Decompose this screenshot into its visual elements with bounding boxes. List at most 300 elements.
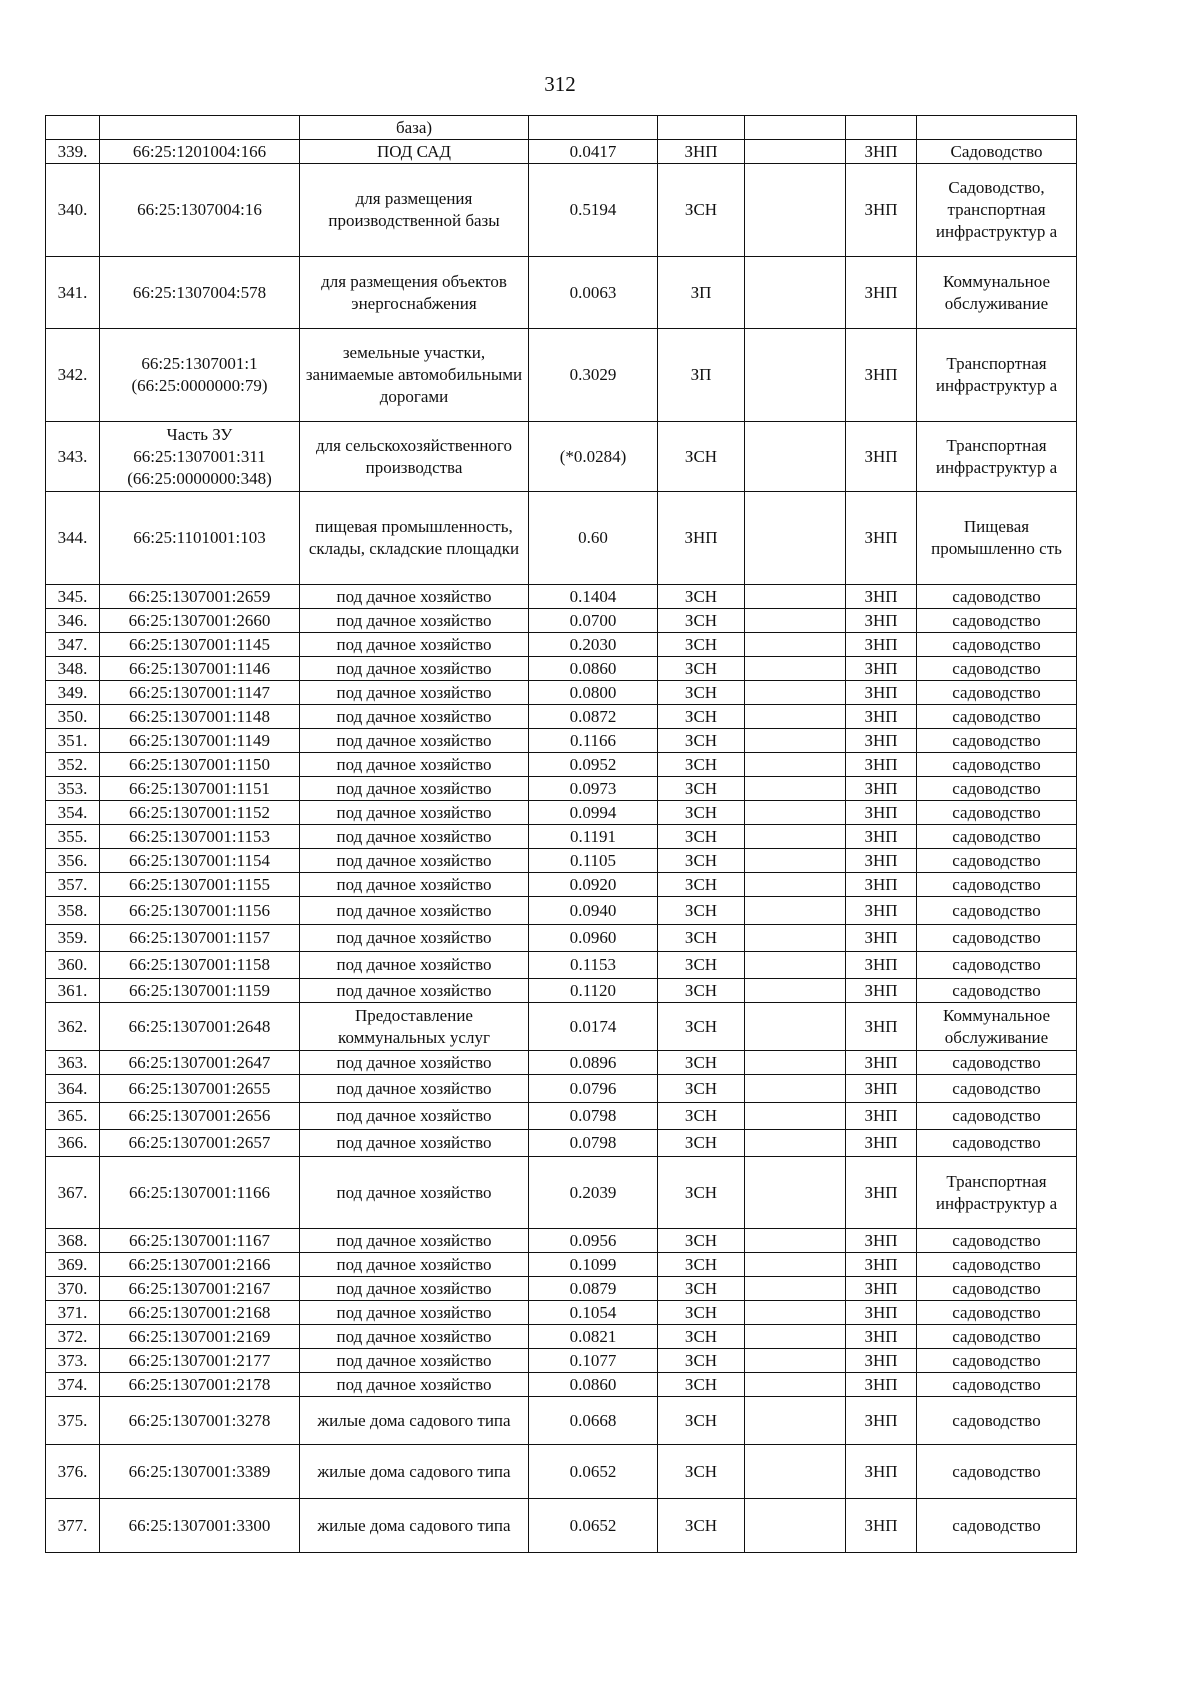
area-value-cell: 0.0920 bbox=[529, 873, 658, 897]
row-number-cell: 346. bbox=[46, 609, 100, 633]
table-row bbox=[46, 492, 1077, 585]
permitted-use-cell: под дачное хозяйство bbox=[300, 873, 529, 897]
planned-category-cell: ЗНП bbox=[846, 609, 917, 633]
planned-use-cell: садоводство bbox=[917, 657, 1077, 681]
planned-use-cell: садоводство bbox=[917, 1349, 1077, 1373]
table-row bbox=[46, 1301, 1077, 1325]
cadastral-number-cell: 66:25:1307001:1 (66:25:0000000:79) bbox=[100, 329, 300, 422]
permitted-use-cell: земельные участки, занимаемые автомобильными дорогами bbox=[300, 329, 529, 422]
current-category-cell bbox=[658, 116, 745, 140]
planned-use-cell: садоводство bbox=[917, 1397, 1077, 1445]
planned-use-cell: Садоводство bbox=[917, 140, 1077, 164]
cadastral-number-cell: 66:25:1307001:1145 bbox=[100, 633, 300, 657]
area-value-cell: 0.60 bbox=[529, 492, 658, 585]
cadastral-number-cell: 66:25:1307001:2178 bbox=[100, 1373, 300, 1397]
empty-column-cell bbox=[745, 1325, 846, 1349]
empty-column-cell bbox=[745, 1103, 846, 1130]
cadastral-number-cell: 66:25:1101001:103 bbox=[100, 492, 300, 585]
table-row bbox=[46, 329, 1077, 422]
area-value-cell: 0.3029 bbox=[529, 329, 658, 422]
empty-column-cell bbox=[745, 257, 846, 329]
area-value-cell: 0.0872 bbox=[529, 705, 658, 729]
area-value-cell: 0.1105 bbox=[529, 849, 658, 873]
permitted-use-cell: под дачное хозяйство bbox=[300, 1157, 529, 1229]
planned-category-cell: ЗНП bbox=[846, 849, 917, 873]
cadastral-number-cell: 66:25:1307001:1149 bbox=[100, 729, 300, 753]
cadastral-number-cell: 66:25:1307001:2177 bbox=[100, 1349, 300, 1373]
permitted-use-cell: под дачное хозяйство bbox=[300, 1229, 529, 1253]
cadastral-number-cell: 66:25:1307001:2660 bbox=[100, 609, 300, 633]
cadastral-number-cell: 66:25:1307001:1152 bbox=[100, 801, 300, 825]
cadastral-number-cell: 66:25:1307004:578 bbox=[100, 257, 300, 329]
table-row bbox=[46, 657, 1077, 681]
current-category-cell: ЗСН bbox=[658, 1499, 745, 1553]
permitted-use-cell: под дачное хозяйство bbox=[300, 1301, 529, 1325]
area-value-cell: 0.0896 bbox=[529, 1051, 658, 1075]
permitted-use-cell: жилые дома садового типа bbox=[300, 1499, 529, 1553]
planned-category-cell: ЗНП bbox=[846, 1051, 917, 1075]
table-row bbox=[46, 257, 1077, 329]
table-row bbox=[46, 979, 1077, 1003]
planned-use-cell: садоводство bbox=[917, 729, 1077, 753]
permitted-use-cell: под дачное хозяйство bbox=[300, 705, 529, 729]
row-number-cell: 357. bbox=[46, 873, 100, 897]
current-category-cell: ЗСН bbox=[658, 753, 745, 777]
permitted-use-cell: под дачное хозяйство bbox=[300, 1325, 529, 1349]
empty-column-cell bbox=[745, 729, 846, 753]
planned-category-cell: ЗНП bbox=[846, 753, 917, 777]
planned-use-cell: садоводство bbox=[917, 1253, 1077, 1277]
current-category-cell: ЗСН bbox=[658, 164, 745, 257]
planned-use-cell: Транспортная инфраструктур а bbox=[917, 1157, 1077, 1229]
area-value-cell: 0.0700 bbox=[529, 609, 658, 633]
empty-column-cell bbox=[745, 1075, 846, 1103]
permitted-use-cell: пищевая промышленность, склады, складские площадки bbox=[300, 492, 529, 585]
current-category-cell: ЗСН bbox=[658, 705, 745, 729]
empty-column-cell bbox=[745, 952, 846, 979]
cadastral-number-cell: 66:25:1307001:2655 bbox=[100, 1075, 300, 1103]
current-category-cell: ЗСН bbox=[658, 1229, 745, 1253]
empty-column-cell bbox=[745, 825, 846, 849]
planned-category-cell: ЗНП bbox=[846, 1397, 917, 1445]
planned-category-cell: ЗНП bbox=[846, 777, 917, 801]
area-value-cell bbox=[529, 116, 658, 140]
planned-category-cell: ЗНП bbox=[846, 897, 917, 925]
page-number: 312 bbox=[544, 72, 576, 96]
row-number-cell: 356. bbox=[46, 849, 100, 873]
cadastral-number-cell: 66:25:1307001:1151 bbox=[100, 777, 300, 801]
empty-column-cell bbox=[745, 1445, 846, 1499]
planned-category-cell: ЗНП bbox=[846, 492, 917, 585]
planned-category-cell: ЗНП bbox=[846, 1229, 917, 1253]
permitted-use-cell: под дачное хозяйство bbox=[300, 925, 529, 952]
cadastral-number-cell: 66:25:1307001:3389 bbox=[100, 1445, 300, 1499]
row-number-cell: 340. bbox=[46, 164, 100, 257]
land-plot-table bbox=[45, 115, 1077, 1553]
table-row bbox=[46, 1075, 1077, 1103]
row-number-cell: 367. bbox=[46, 1157, 100, 1229]
planned-use-cell: садоводство bbox=[917, 825, 1077, 849]
permitted-use-cell: под дачное хозяйство bbox=[300, 1349, 529, 1373]
area-value-cell: 0.1404 bbox=[529, 585, 658, 609]
cadastral-number-cell: 66:25:1307001:1150 bbox=[100, 753, 300, 777]
area-value-cell: 0.0800 bbox=[529, 681, 658, 705]
row-number-cell: 363. bbox=[46, 1051, 100, 1075]
area-value-cell: 0.0668 bbox=[529, 1397, 658, 1445]
planned-use-cell: садоводство bbox=[917, 952, 1077, 979]
planned-use-cell: садоводство bbox=[917, 681, 1077, 705]
current-category-cell: ЗСН bbox=[658, 1277, 745, 1301]
planned-use-cell: садоводство bbox=[917, 979, 1077, 1003]
table-body bbox=[46, 116, 1077, 1553]
empty-column-cell bbox=[745, 116, 846, 140]
permitted-use-cell: ПОД САД bbox=[300, 140, 529, 164]
empty-column-cell bbox=[745, 897, 846, 925]
row-number-cell: 351. bbox=[46, 729, 100, 753]
row-number-cell: 341. bbox=[46, 257, 100, 329]
planned-use-cell: садоводство bbox=[917, 1277, 1077, 1301]
cadastral-number-cell: 66:25:1307001:1148 bbox=[100, 705, 300, 729]
empty-column-cell bbox=[745, 1499, 846, 1553]
area-value-cell: 0.0798 bbox=[529, 1103, 658, 1130]
cadastral-number-cell: 66:25:1307001:3278 bbox=[100, 1397, 300, 1445]
permitted-use-cell: под дачное хозяйство bbox=[300, 1130, 529, 1157]
empty-column-cell bbox=[745, 1130, 846, 1157]
permitted-use-cell: под дачное хозяйство bbox=[300, 1075, 529, 1103]
permitted-use-cell: под дачное хозяйство bbox=[300, 753, 529, 777]
table-row bbox=[46, 1051, 1077, 1075]
permitted-use-cell: под дачное хозяйство bbox=[300, 1253, 529, 1277]
planned-use-cell: Коммунальное обслуживание bbox=[917, 257, 1077, 329]
table-row bbox=[46, 1325, 1077, 1349]
area-value-cell: 0.0652 bbox=[529, 1445, 658, 1499]
planned-use-cell: садоводство bbox=[917, 1051, 1077, 1075]
empty-column-cell bbox=[745, 422, 846, 492]
area-value-cell: 0.1099 bbox=[529, 1253, 658, 1277]
area-value-cell: 0.1120 bbox=[529, 979, 658, 1003]
row-number-cell: 349. bbox=[46, 681, 100, 705]
planned-category-cell: ЗНП bbox=[846, 1349, 917, 1373]
planned-category-cell: ЗНП bbox=[846, 164, 917, 257]
row-number-cell: 353. bbox=[46, 777, 100, 801]
planned-use-cell: садоводство bbox=[917, 705, 1077, 729]
planned-category-cell: ЗНП bbox=[846, 633, 917, 657]
planned-use-cell: садоводство bbox=[917, 873, 1077, 897]
current-category-cell: ЗСН bbox=[658, 1301, 745, 1325]
empty-column-cell bbox=[745, 1349, 846, 1373]
table-row bbox=[46, 1445, 1077, 1499]
current-category-cell: ЗСН bbox=[658, 1103, 745, 1130]
planned-use-cell: Садоводство, транспортная инфраструктур а bbox=[917, 164, 1077, 257]
planned-category-cell: ЗНП bbox=[846, 681, 917, 705]
cadastral-number-cell: 66:25:1307001:2166 bbox=[100, 1253, 300, 1277]
row-number-cell: 365. bbox=[46, 1103, 100, 1130]
empty-column-cell bbox=[745, 873, 846, 897]
row-number-cell: 358. bbox=[46, 897, 100, 925]
area-value-cell: 0.0940 bbox=[529, 897, 658, 925]
planned-category-cell: ЗНП bbox=[846, 657, 917, 681]
area-value-cell: 0.1054 bbox=[529, 1301, 658, 1325]
row-number-cell: 355. bbox=[46, 825, 100, 849]
row-number-cell: 372. bbox=[46, 1325, 100, 1349]
planned-use-cell: садоводство bbox=[917, 753, 1077, 777]
planned-use-cell: садоводство bbox=[917, 925, 1077, 952]
row-number-cell: 343. bbox=[46, 422, 100, 492]
current-category-cell: ЗСН bbox=[658, 1397, 745, 1445]
table-row bbox=[46, 1349, 1077, 1373]
table-row bbox=[46, 585, 1077, 609]
table-row bbox=[46, 777, 1077, 801]
row-number-cell: 350. bbox=[46, 705, 100, 729]
cadastral-number-cell: 66:25:1307004:16 bbox=[100, 164, 300, 257]
planned-use-cell: садоводство bbox=[917, 1325, 1077, 1349]
table-row bbox=[46, 1157, 1077, 1229]
planned-category-cell: ЗНП bbox=[846, 1253, 917, 1277]
permitted-use-cell: жилые дома садового типа bbox=[300, 1445, 529, 1499]
planned-use-cell: садоводство bbox=[917, 609, 1077, 633]
current-category-cell: ЗСН bbox=[658, 1253, 745, 1277]
permitted-use-cell: под дачное хозяйство bbox=[300, 585, 529, 609]
cadastral-number-cell: 66:25:1307001:1157 bbox=[100, 925, 300, 952]
area-value-cell: 0.0994 bbox=[529, 801, 658, 825]
empty-column-cell bbox=[745, 633, 846, 657]
row-number-cell: 339. bbox=[46, 140, 100, 164]
current-category-cell: ЗСН bbox=[658, 585, 745, 609]
empty-column-cell bbox=[745, 705, 846, 729]
area-value-cell: 0.0860 bbox=[529, 657, 658, 681]
planned-use-cell: садоводство bbox=[917, 585, 1077, 609]
cadastral-number-cell: 66:25:1307001:1156 bbox=[100, 897, 300, 925]
table-row bbox=[46, 1003, 1077, 1051]
planned-category-cell: ЗНП bbox=[846, 140, 917, 164]
area-value-cell: 0.1153 bbox=[529, 952, 658, 979]
row-number-cell: 370. bbox=[46, 1277, 100, 1301]
area-value-cell: 0.0417 bbox=[529, 140, 658, 164]
table-row bbox=[46, 1253, 1077, 1277]
cadastral-number-cell: 66:25:1201004:166 bbox=[100, 140, 300, 164]
planned-use-cell: садоводство bbox=[917, 849, 1077, 873]
planned-category-cell: ЗНП bbox=[846, 705, 917, 729]
current-category-cell: ЗСН bbox=[658, 1157, 745, 1229]
area-value-cell: 0.0952 bbox=[529, 753, 658, 777]
empty-column-cell bbox=[745, 1003, 846, 1051]
planned-use-cell: садоводство bbox=[917, 1445, 1077, 1499]
current-category-cell: ЗСН bbox=[658, 925, 745, 952]
permitted-use-cell: под дачное хозяйство bbox=[300, 849, 529, 873]
current-category-cell: ЗСН bbox=[658, 422, 745, 492]
permitted-use-cell: под дачное хозяйство bbox=[300, 897, 529, 925]
table-row bbox=[46, 849, 1077, 873]
current-category-cell: ЗСН bbox=[658, 609, 745, 633]
row-number-cell: 344. bbox=[46, 492, 100, 585]
row-number-cell: 359. bbox=[46, 925, 100, 952]
current-category-cell: ЗСН bbox=[658, 729, 745, 753]
planned-use-cell: садоводство bbox=[917, 1229, 1077, 1253]
row-number-cell: 373. bbox=[46, 1349, 100, 1373]
row-number-cell: 364. bbox=[46, 1075, 100, 1103]
planned-use-cell: садоводство bbox=[917, 777, 1077, 801]
cadastral-number-cell: Часть ЗУ 66:25:1307001:311 (66:25:0000000:348) bbox=[100, 422, 300, 492]
permitted-use-cell: для сельскохозяйственного производства bbox=[300, 422, 529, 492]
table-row bbox=[46, 705, 1077, 729]
planned-category-cell: ЗНП bbox=[846, 1157, 917, 1229]
table-row bbox=[46, 609, 1077, 633]
current-category-cell: ЗСН bbox=[658, 633, 745, 657]
current-category-cell: ЗСН bbox=[658, 952, 745, 979]
area-value-cell: 0.0821 bbox=[529, 1325, 658, 1349]
planned-category-cell: ЗНП bbox=[846, 825, 917, 849]
area-value-cell: 0.1077 bbox=[529, 1349, 658, 1373]
planned-category-cell: ЗНП bbox=[846, 873, 917, 897]
planned-use-cell: садоводство bbox=[917, 1301, 1077, 1325]
current-category-cell: ЗП bbox=[658, 257, 745, 329]
row-number-cell: 354. bbox=[46, 801, 100, 825]
planned-category-cell: ЗНП bbox=[846, 1373, 917, 1397]
row-number-cell: 347. bbox=[46, 633, 100, 657]
row-number-cell: 348. bbox=[46, 657, 100, 681]
row-number-cell: 369. bbox=[46, 1253, 100, 1277]
current-category-cell: ЗСН bbox=[658, 1130, 745, 1157]
row-number-cell: 345. bbox=[46, 585, 100, 609]
row-number-cell: 362. bbox=[46, 1003, 100, 1051]
planned-category-cell: ЗНП bbox=[846, 1325, 917, 1349]
empty-column-cell bbox=[745, 492, 846, 585]
cadastral-number-cell: 66:25:1307001:1158 bbox=[100, 952, 300, 979]
table-row bbox=[46, 116, 1077, 140]
cadastral-number-cell: 66:25:1307001:1155 bbox=[100, 873, 300, 897]
permitted-use-cell: под дачное хозяйство bbox=[300, 1103, 529, 1130]
empty-column-cell bbox=[745, 1301, 846, 1325]
current-category-cell: ЗНП bbox=[658, 492, 745, 585]
permitted-use-cell: под дачное хозяйство bbox=[300, 952, 529, 979]
cadastral-number-cell: 66:25:1307001:2648 bbox=[100, 1003, 300, 1051]
planned-category-cell: ЗНП bbox=[846, 1075, 917, 1103]
table-row bbox=[46, 422, 1077, 492]
planned-use-cell bbox=[917, 116, 1077, 140]
area-value-cell: 0.0960 bbox=[529, 925, 658, 952]
row-number-cell: 376. bbox=[46, 1445, 100, 1499]
permitted-use-cell: для размещения объектов энергоснабжения bbox=[300, 257, 529, 329]
cadastral-number-cell: 66:25:1307001:3300 bbox=[100, 1499, 300, 1553]
row-number-cell: 352. bbox=[46, 753, 100, 777]
empty-column-cell bbox=[745, 925, 846, 952]
planned-category-cell: ЗНП bbox=[846, 801, 917, 825]
current-category-cell: ЗСН bbox=[658, 1325, 745, 1349]
planned-category-cell: ЗНП bbox=[846, 925, 917, 952]
empty-column-cell bbox=[745, 1373, 846, 1397]
planned-category-cell: ЗНП bbox=[846, 1103, 917, 1130]
empty-column-cell bbox=[745, 140, 846, 164]
table-row bbox=[46, 952, 1077, 979]
table-row bbox=[46, 1373, 1077, 1397]
empty-column-cell bbox=[745, 164, 846, 257]
planned-use-cell: садоводство bbox=[917, 801, 1077, 825]
permitted-use-cell: под дачное хозяйство bbox=[300, 801, 529, 825]
table-row bbox=[46, 633, 1077, 657]
cadastral-number-cell: 66:25:1307001:1154 bbox=[100, 849, 300, 873]
cadastral-number-cell: 66:25:1307001:1167 bbox=[100, 1229, 300, 1253]
table-row bbox=[46, 753, 1077, 777]
current-category-cell: ЗСН bbox=[658, 849, 745, 873]
planned-use-cell: Транспортная инфраструктур а bbox=[917, 422, 1077, 492]
planned-category-cell bbox=[846, 116, 917, 140]
cadastral-number-cell bbox=[100, 116, 300, 140]
current-category-cell: ЗСН bbox=[658, 979, 745, 1003]
empty-column-cell bbox=[745, 1277, 846, 1301]
cadastral-number-cell: 66:25:1307001:1159 bbox=[100, 979, 300, 1003]
planned-use-cell: садоводство bbox=[917, 1103, 1077, 1130]
area-value-cell: 0.0798 bbox=[529, 1130, 658, 1157]
permitted-use-cell: под дачное хозяйство bbox=[300, 825, 529, 849]
empty-column-cell bbox=[745, 801, 846, 825]
planned-use-cell: Пищевая промышленно сть bbox=[917, 492, 1077, 585]
table-row bbox=[46, 164, 1077, 257]
planned-category-cell: ЗНП bbox=[846, 1003, 917, 1051]
planned-use-cell: садоводство bbox=[917, 1499, 1077, 1553]
current-category-cell: ЗСН bbox=[658, 873, 745, 897]
planned-use-cell: Транспортная инфраструктур а bbox=[917, 329, 1077, 422]
current-category-cell: ЗСН bbox=[658, 897, 745, 925]
permitted-use-cell: под дачное хозяйство bbox=[300, 657, 529, 681]
current-category-cell: ЗСН bbox=[658, 1003, 745, 1051]
area-value-cell: 0.0879 bbox=[529, 1277, 658, 1301]
row-number-cell: 371. bbox=[46, 1301, 100, 1325]
row-number-cell: 361. bbox=[46, 979, 100, 1003]
table-row bbox=[46, 801, 1077, 825]
area-value-cell: 0.2039 bbox=[529, 1157, 658, 1229]
planned-use-cell: садоводство bbox=[917, 1373, 1077, 1397]
table-row bbox=[46, 729, 1077, 753]
permitted-use-cell: под дачное хозяйство bbox=[300, 1051, 529, 1075]
empty-column-cell bbox=[745, 1157, 846, 1229]
area-value-cell: 0.0796 bbox=[529, 1075, 658, 1103]
permitted-use-cell: для размещения производственной базы bbox=[300, 164, 529, 257]
row-number-cell: 360. bbox=[46, 952, 100, 979]
row-number-cell: 375. bbox=[46, 1397, 100, 1445]
table-row bbox=[46, 1499, 1077, 1553]
planned-category-cell: ЗНП bbox=[846, 257, 917, 329]
current-category-cell: ЗСН bbox=[658, 825, 745, 849]
planned-category-cell: ЗНП bbox=[846, 1130, 917, 1157]
planned-use-cell: садоводство bbox=[917, 1075, 1077, 1103]
area-value-cell: 0.0973 bbox=[529, 777, 658, 801]
empty-column-cell bbox=[745, 753, 846, 777]
current-category-cell: ЗСН bbox=[658, 1373, 745, 1397]
area-value-cell: 0.0063 bbox=[529, 257, 658, 329]
row-number-cell: 366. bbox=[46, 1130, 100, 1157]
permitted-use-cell: жилые дома садового типа bbox=[300, 1397, 529, 1445]
cadastral-number-cell: 66:25:1307001:2169 bbox=[100, 1325, 300, 1349]
permitted-use-cell: под дачное хозяйство bbox=[300, 777, 529, 801]
current-category-cell: ЗСН bbox=[658, 681, 745, 705]
current-category-cell: ЗСН bbox=[658, 777, 745, 801]
planned-category-cell: ЗНП bbox=[846, 1301, 917, 1325]
table-row bbox=[46, 1229, 1077, 1253]
empty-column-cell bbox=[745, 1051, 846, 1075]
planned-category-cell: ЗНП bbox=[846, 329, 917, 422]
row-number-cell bbox=[46, 116, 100, 140]
current-category-cell: ЗСН bbox=[658, 1445, 745, 1499]
empty-column-cell bbox=[745, 1229, 846, 1253]
current-category-cell: ЗНП bbox=[658, 140, 745, 164]
permitted-use-cell: под дачное хозяйство bbox=[300, 609, 529, 633]
table-row bbox=[46, 873, 1077, 897]
empty-column-cell bbox=[745, 979, 846, 1003]
table-row bbox=[46, 140, 1077, 164]
cadastral-number-cell: 66:25:1307001:2647 bbox=[100, 1051, 300, 1075]
area-value-cell: 0.1166 bbox=[529, 729, 658, 753]
table-row bbox=[46, 1130, 1077, 1157]
